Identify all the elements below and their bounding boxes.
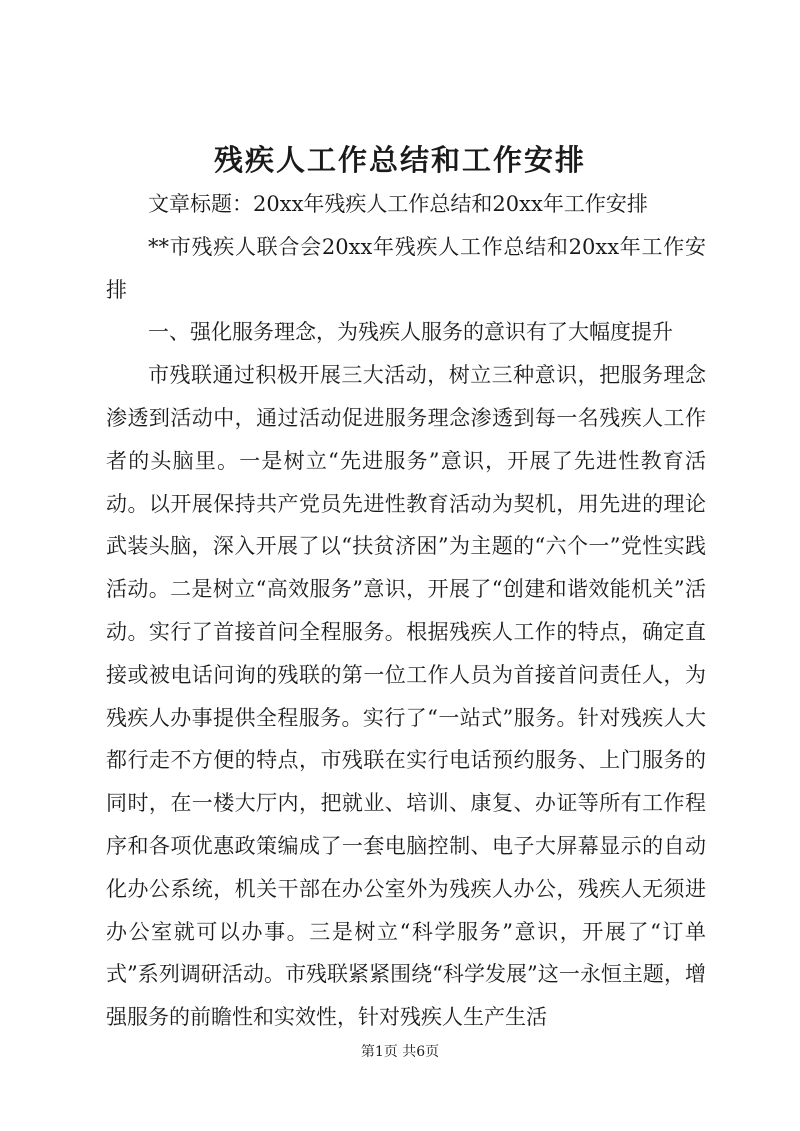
organization-heading: **市残疾人联合会20xx年残疾人工作总结和20xx年工作安排	[106, 234, 706, 302]
document-body	[106, 183, 706, 1039]
section-heading: 一、强化服务理念，为残疾人服务的意识有了大幅度提升	[148, 320, 673, 345]
article-title-line: 文章标题：20xx年残疾人工作总结和20xx年工作安排	[148, 192, 648, 216]
page-footer: 第1页 共6页	[360, 1044, 440, 1060]
body-paragraph: 市残联通过积极开展三大活动，树立三种意识，把服务理念渗透到活动中，通过活动促进服务理念渗透到每一名残疾人工作者的头脑里。一是树立“先进服务”意识，开展了先进性教育活动。以开展保持共产党员先进性教育活动为契机，用先进的理论武装头脑，深入开展了以“扶贫济困”为主题的“六个一”党性实践活动。二是树立“高效服务”意识，开展了“创建和谐效能机关”活动。实行了首接首问全程服务。根据残疾人工作的特点，确定直接或被电话问询的残联的第一位工作人员为首接首问责任人，为残疾人办事提供全程服务。实行了“一站式”服务。针对残疾人大都行走不方便的特点，市残联在实行电话预约服务、上门服务的同时，在一楼大厅内，把就业、培训、康复、办证等所有工作程序和各项优惠政策编成了一套电脑控制、电子大屏幕显示的自动化办公系统，机关干部在办公室外为残疾人办公，残疾人无须进办公室就可以办事。三是树立“科学服务”意识，开展了“订单式”系列调研活动。市残联紧紧围绕“科学发展”这一永恒主题，增强服务的前瞻性和实效性，针对残疾人生产生活	[106, 363, 706, 1030]
document-title: 残疾人工作总结和工作安排	[213, 143, 586, 177]
